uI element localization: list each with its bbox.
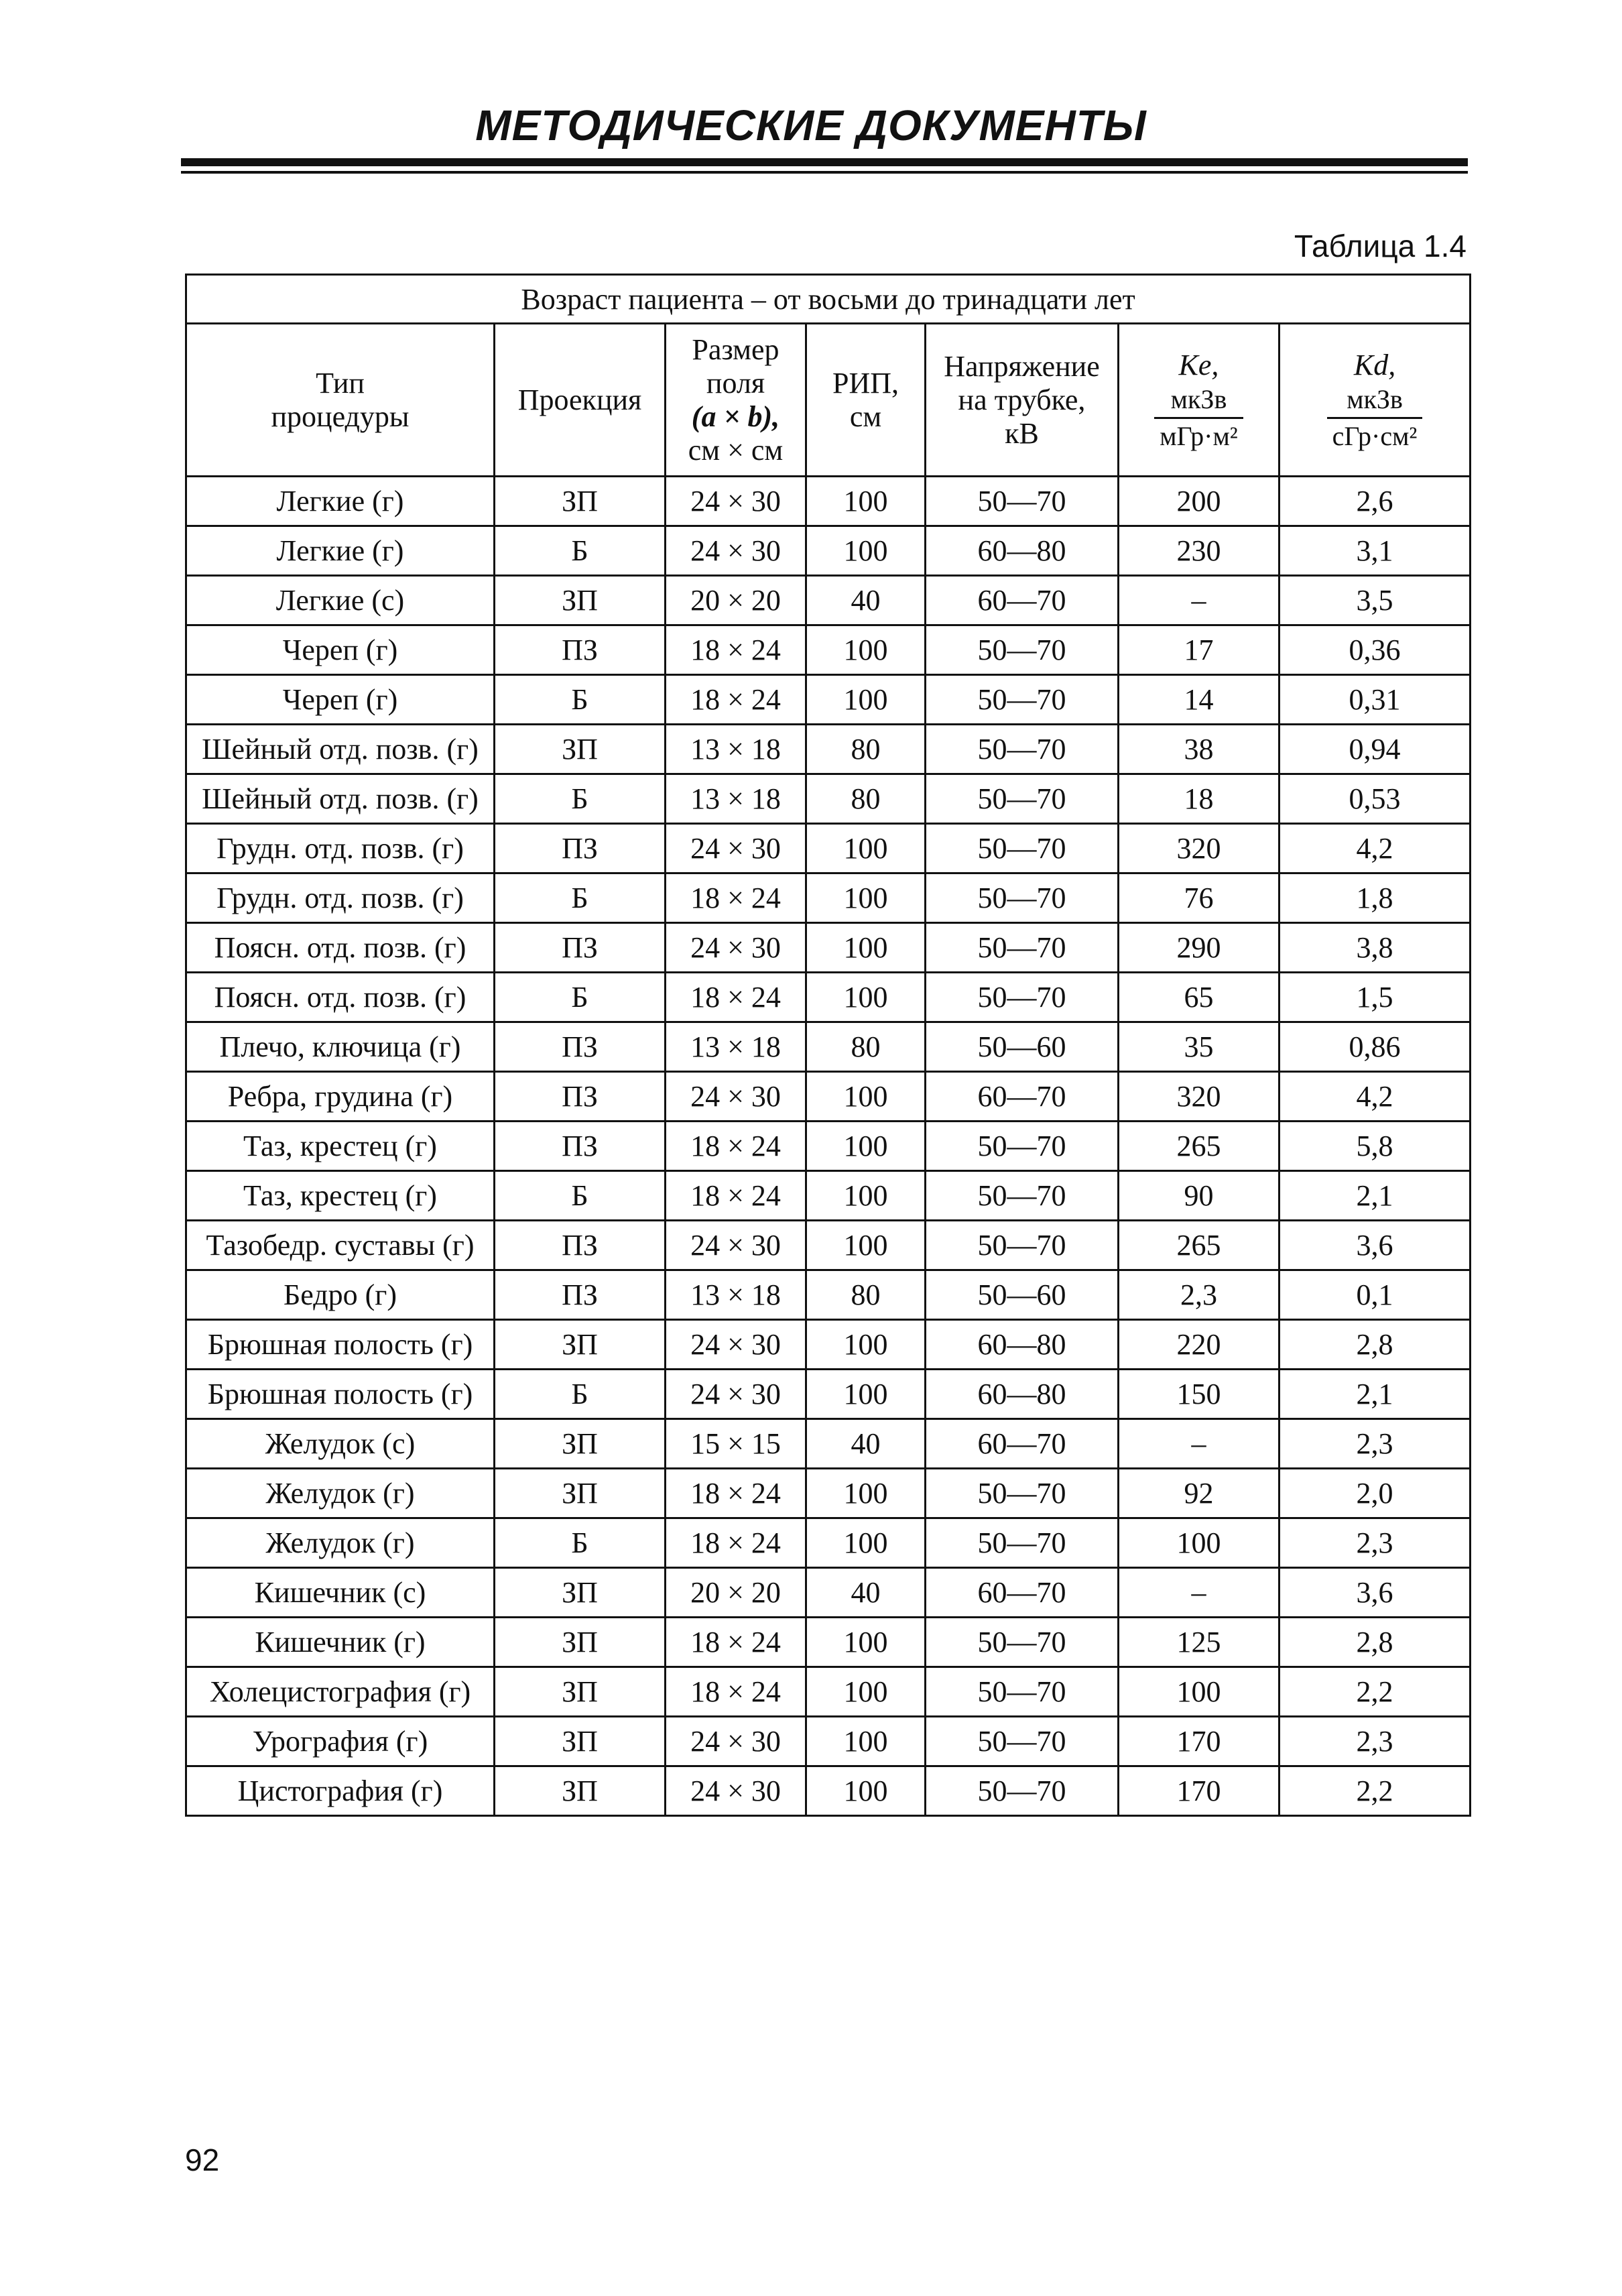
table-row xyxy=(186,1171,1471,1221)
table-row xyxy=(186,526,1471,576)
cell-rip: 100 xyxy=(806,1667,926,1717)
cell-projection: ЗП xyxy=(495,576,666,625)
cell-ke-value: 200 xyxy=(1119,477,1280,526)
cell-ke-value: 65 xyxy=(1119,973,1280,1022)
cell-procedure-type: Череп (г) xyxy=(186,625,495,675)
cell-kd-value: 2,8 xyxy=(1280,1320,1471,1370)
cell-rip: 100 xyxy=(806,625,926,675)
cell-projection: ЗП xyxy=(495,1419,666,1469)
table-row xyxy=(186,1568,1471,1618)
table-row xyxy=(186,1072,1471,1122)
table-row xyxy=(186,1419,1471,1469)
table-row xyxy=(186,1518,1471,1568)
cell-ke-value: 100 xyxy=(1119,1518,1280,1568)
cell-ke-value: 14 xyxy=(1119,675,1280,725)
cell-ke-value: 35 xyxy=(1119,1022,1280,1072)
cell-voltage: 50—70 xyxy=(926,774,1119,824)
cell-projection: ЗП xyxy=(495,1667,666,1717)
table-row xyxy=(186,1221,1471,1270)
cell-procedure-type: Кишечник (с) xyxy=(186,1568,495,1618)
cell-rip: 100 xyxy=(806,1072,926,1122)
cell-rip: 100 xyxy=(806,477,926,526)
cell-kd-value: 2,6 xyxy=(1280,477,1471,526)
cell-procedure-type: Брюшная полость (г) xyxy=(186,1320,495,1370)
cell-voltage: 50—70 xyxy=(926,824,1119,873)
cell-procedure-type: Желудок (г) xyxy=(186,1518,495,1568)
cell-ke-value: 17 xyxy=(1119,625,1280,675)
cell-field-size: 24 × 30 xyxy=(666,923,806,973)
cell-procedure-type: Легкие (г) xyxy=(186,477,495,526)
cell-kd-value: 0,36 xyxy=(1280,625,1471,675)
table-row xyxy=(186,923,1471,973)
cell-rip: 100 xyxy=(806,1370,926,1419)
cell-rip: 40 xyxy=(806,1568,926,1618)
cell-procedure-type: Цистография (г) xyxy=(186,1766,495,1816)
column-header-rip: РИП, см xyxy=(806,324,926,477)
cell-kd-value: 2,0 xyxy=(1280,1469,1471,1518)
cell-rip: 100 xyxy=(806,675,926,725)
cell-kd-value: 5,8 xyxy=(1280,1122,1471,1171)
cell-ke-value: 125 xyxy=(1119,1618,1280,1667)
cell-projection: Б xyxy=(495,675,666,725)
header-rule-thick xyxy=(181,158,1468,166)
cell-kd-value: 0,86 xyxy=(1280,1022,1471,1072)
cell-kd-value: 4,2 xyxy=(1280,824,1471,873)
cell-field-size: 24 × 30 xyxy=(666,1717,806,1766)
cell-ke-value: 290 xyxy=(1119,923,1280,973)
cell-projection: ЗП xyxy=(495,725,666,774)
cell-projection: ЗП xyxy=(495,1568,666,1618)
cell-voltage: 50—70 xyxy=(926,1717,1119,1766)
column-header-kd xyxy=(1280,324,1471,477)
cell-field-size: 24 × 30 xyxy=(666,1072,806,1122)
cell-projection: Б xyxy=(495,1171,666,1221)
cell-rip: 100 xyxy=(806,1171,926,1221)
header-title: МЕТОДИЧЕСКИЕ ДОКУМЕНТЫ xyxy=(475,101,1147,149)
cell-voltage: 50—60 xyxy=(926,1022,1119,1072)
cell-rip: 100 xyxy=(806,1518,926,1568)
cell-voltage: 50—70 xyxy=(926,675,1119,725)
cell-rip: 100 xyxy=(806,923,926,973)
cell-projection: ЗП xyxy=(495,1766,666,1816)
cell-ke-value: 18 xyxy=(1119,774,1280,824)
cell-field-size: 13 × 18 xyxy=(666,774,806,824)
cell-projection: Б xyxy=(495,1518,666,1568)
cell-procedure-type: Желудок (г) xyxy=(186,1469,495,1518)
cell-ke-value: – xyxy=(1119,1419,1280,1469)
cell-rip: 40 xyxy=(806,576,926,625)
cell-field-size: 20 × 20 xyxy=(666,1568,806,1618)
cell-ke-value: 38 xyxy=(1119,725,1280,774)
header-rule-thin xyxy=(181,171,1468,174)
cell-ke-value: 90 xyxy=(1119,1171,1280,1221)
cell-procedure-type: Плечо, ключица (г) xyxy=(186,1022,495,1072)
age-group-label: Возраст пациента – от восьми до тринадцати лет xyxy=(186,275,1471,324)
cell-rip: 100 xyxy=(806,1766,926,1816)
cell-projection: ПЗ xyxy=(495,1221,666,1270)
cell-field-size: 18 × 24 xyxy=(666,1122,806,1171)
cell-projection: ПЗ xyxy=(495,1072,666,1122)
cell-field-size: 18 × 24 xyxy=(666,1171,806,1221)
cell-kd-value: 3,1 xyxy=(1280,526,1471,576)
cell-ke-value: 230 xyxy=(1119,526,1280,576)
column-header-field-size: Размер поля (a × b), см × см xyxy=(666,324,806,477)
cell-kd-value: 1,5 xyxy=(1280,973,1471,1022)
table-row xyxy=(186,1766,1471,1816)
table-body xyxy=(186,477,1471,1816)
cell-voltage: 60—80 xyxy=(926,1320,1119,1370)
dose-table xyxy=(185,274,1471,1817)
cell-kd-value: 3,8 xyxy=(1280,923,1471,973)
ke-denominator: мГр·м² xyxy=(1160,421,1238,451)
cell-projection: ПЗ xyxy=(495,1122,666,1171)
cell-kd-value: 0,94 xyxy=(1280,725,1471,774)
cell-kd-value: 2,3 xyxy=(1280,1419,1471,1469)
cell-field-size: 24 × 30 xyxy=(666,1221,806,1270)
table-row xyxy=(186,774,1471,824)
cell-procedure-type: Бедро (г) xyxy=(186,1270,495,1320)
cell-rip: 40 xyxy=(806,1419,926,1469)
cell-projection: Б xyxy=(495,526,666,576)
cell-projection: ПЗ xyxy=(495,1270,666,1320)
cell-procedure-type: Тазобедр. суставы (г) xyxy=(186,1221,495,1270)
cell-ke-value: 150 xyxy=(1119,1370,1280,1419)
cell-projection: ПЗ xyxy=(495,824,666,873)
cell-voltage: 50—70 xyxy=(926,1667,1119,1717)
cell-projection: ЗП xyxy=(495,477,666,526)
cell-projection: ЗП xyxy=(495,1618,666,1667)
cell-procedure-type: Кишечник (г) xyxy=(186,1618,495,1667)
cell-voltage: 50—70 xyxy=(926,477,1119,526)
cell-projection: ПЗ xyxy=(495,625,666,675)
table-row xyxy=(186,1022,1471,1072)
ke-symbol: Ke, xyxy=(1178,349,1219,381)
cell-voltage: 60—70 xyxy=(926,1072,1119,1122)
cell-kd-value: 0,31 xyxy=(1280,675,1471,725)
cell-field-size: 18 × 24 xyxy=(666,1618,806,1667)
cell-voltage: 50—70 xyxy=(926,625,1119,675)
cell-field-size: 24 × 30 xyxy=(666,1766,806,1816)
cell-rip: 80 xyxy=(806,1270,926,1320)
cell-rip: 100 xyxy=(806,1122,926,1171)
cell-rip: 100 xyxy=(806,973,926,1022)
cell-procedure-type: Легкие (с) xyxy=(186,576,495,625)
cell-kd-value: 0,53 xyxy=(1280,774,1471,824)
cell-kd-value: 2,1 xyxy=(1280,1370,1471,1419)
ke-numerator: мкЗв xyxy=(1154,385,1243,419)
cell-voltage: 60—70 xyxy=(926,1568,1119,1618)
cell-ke-value: 265 xyxy=(1119,1221,1280,1270)
cell-rip: 100 xyxy=(806,873,926,923)
cell-procedure-type: Череп (г) xyxy=(186,675,495,725)
kd-numerator: мкЗв xyxy=(1327,385,1423,419)
cell-rip: 80 xyxy=(806,1022,926,1072)
table-row xyxy=(186,873,1471,923)
cell-rip: 100 xyxy=(806,1320,926,1370)
cell-kd-value: 0,1 xyxy=(1280,1270,1471,1320)
cell-field-size: 13 × 18 xyxy=(666,1022,806,1072)
cell-kd-value: 4,2 xyxy=(1280,1072,1471,1122)
cell-procedure-type: Грудн. отд. позв. (г) xyxy=(186,824,495,873)
cell-procedure-type: Желудок (с) xyxy=(186,1419,495,1469)
cell-kd-value: 2,3 xyxy=(1280,1717,1471,1766)
cell-voltage: 50—70 xyxy=(926,1221,1119,1270)
cell-ke-value: 170 xyxy=(1119,1717,1280,1766)
cell-voltage: 50—70 xyxy=(926,1469,1119,1518)
cell-projection: Б xyxy=(495,873,666,923)
table-row xyxy=(186,973,1471,1022)
cell-procedure-type: Таз, крестец (г) xyxy=(186,1122,495,1171)
cell-field-size: 24 × 30 xyxy=(666,477,806,526)
table-row xyxy=(186,1717,1471,1766)
cell-voltage: 50—70 xyxy=(926,1518,1119,1568)
cell-rip: 100 xyxy=(806,824,926,873)
table-row xyxy=(186,1320,1471,1370)
cell-field-size: 13 × 18 xyxy=(666,1270,806,1320)
cell-rip: 80 xyxy=(806,774,926,824)
cell-procedure-type: Брюшная полость (г) xyxy=(186,1370,495,1419)
table-row xyxy=(186,675,1471,725)
cell-rip: 100 xyxy=(806,1717,926,1766)
cell-voltage: 60—70 xyxy=(926,1419,1119,1469)
cell-voltage: 60—80 xyxy=(926,526,1119,576)
column-header-type: Тип процедуры xyxy=(186,324,495,477)
cell-projection: Б xyxy=(495,1370,666,1419)
cell-ke-value: 170 xyxy=(1119,1766,1280,1816)
kd-denominator: сГр·см² xyxy=(1332,421,1418,451)
cell-field-size: 13 × 18 xyxy=(666,725,806,774)
cell-field-size: 18 × 24 xyxy=(666,1667,806,1717)
table-row xyxy=(186,1370,1471,1419)
cell-procedure-type: Поясн. отд. позв. (г) xyxy=(186,973,495,1022)
cell-rip: 100 xyxy=(806,1221,926,1270)
cell-procedure-type: Легкие (г) xyxy=(186,526,495,576)
cell-field-size: 18 × 24 xyxy=(666,1469,806,1518)
cell-procedure-type: Урография (г) xyxy=(186,1717,495,1766)
cell-voltage: 60—70 xyxy=(926,576,1119,625)
cell-projection: Б xyxy=(495,973,666,1022)
cell-procedure-type: Ребра, грудина (г) xyxy=(186,1072,495,1122)
cell-ke-value: 76 xyxy=(1119,873,1280,923)
table-row xyxy=(186,625,1471,675)
table-row xyxy=(186,1618,1471,1667)
cell-ke-value: 320 xyxy=(1119,1072,1280,1122)
cell-ke-value: 320 xyxy=(1119,824,1280,873)
cell-voltage: 60—80 xyxy=(926,1370,1119,1419)
cell-kd-value: 3,6 xyxy=(1280,1221,1471,1270)
column-header-ke xyxy=(1119,324,1280,477)
table-row xyxy=(186,576,1471,625)
cell-kd-value: 1,8 xyxy=(1280,873,1471,923)
table-caption: Таблица 1.4 xyxy=(1294,229,1467,263)
cell-field-size: 24 × 30 xyxy=(666,824,806,873)
cell-field-size: 18 × 24 xyxy=(666,1518,806,1568)
cell-ke-value: – xyxy=(1119,1568,1280,1618)
cell-kd-value: 3,6 xyxy=(1280,1568,1471,1618)
cell-procedure-type: Грудн. отд. позв. (г) xyxy=(186,873,495,923)
page-number: 92 xyxy=(185,2142,220,2177)
cell-procedure-type: Шейный отд. позв. (г) xyxy=(186,725,495,774)
cell-voltage: 50—70 xyxy=(926,873,1119,923)
cell-field-size: 24 × 30 xyxy=(666,526,806,576)
cell-procedure-type: Шейный отд. позв. (г) xyxy=(186,774,495,824)
cell-projection: ПЗ xyxy=(495,1022,666,1072)
cell-field-size: 20 × 20 xyxy=(666,576,806,625)
column-header-voltage: Напряжение на трубке, кВ xyxy=(926,324,1119,477)
cell-field-size: 18 × 24 xyxy=(666,625,806,675)
table-row xyxy=(186,725,1471,774)
cell-field-size: 24 × 30 xyxy=(666,1370,806,1419)
cell-projection: ЗП xyxy=(495,1717,666,1766)
cell-field-size: 15 × 15 xyxy=(666,1419,806,1469)
table-row xyxy=(186,1469,1471,1518)
table-row xyxy=(186,1122,1471,1171)
cell-projection: ПЗ xyxy=(495,923,666,973)
cell-rip: 100 xyxy=(806,1469,926,1518)
cell-kd-value: 2,8 xyxy=(1280,1618,1471,1667)
cell-voltage: 50—70 xyxy=(926,923,1119,973)
cell-kd-value: 3,5 xyxy=(1280,576,1471,625)
cell-field-size: 24 × 30 xyxy=(666,1320,806,1370)
cell-projection: ЗП xyxy=(495,1469,666,1518)
table-row xyxy=(186,824,1471,873)
cell-projection: ЗП xyxy=(495,1320,666,1370)
cell-voltage: 50—70 xyxy=(926,725,1119,774)
cell-voltage: 50—60 xyxy=(926,1270,1119,1320)
cell-ke-value: 220 xyxy=(1119,1320,1280,1370)
cell-voltage: 50—70 xyxy=(926,1766,1119,1816)
cell-kd-value: 2,2 xyxy=(1280,1667,1471,1717)
cell-ke-value: – xyxy=(1119,576,1280,625)
cell-procedure-type: Поясн. отд. позв. (г) xyxy=(186,923,495,973)
table-row xyxy=(186,1270,1471,1320)
cell-ke-value: 92 xyxy=(1119,1469,1280,1518)
cell-voltage: 50—70 xyxy=(926,1618,1119,1667)
cell-procedure-type: Холецистография (г) xyxy=(186,1667,495,1717)
table-row xyxy=(186,477,1471,526)
cell-voltage: 50—70 xyxy=(926,1122,1119,1171)
cell-rip: 100 xyxy=(806,526,926,576)
cell-field-size: 18 × 24 xyxy=(666,873,806,923)
cell-rip: 80 xyxy=(806,725,926,774)
cell-field-size: 18 × 24 xyxy=(666,973,806,1022)
cell-field-size: 18 × 24 xyxy=(666,675,806,725)
cell-ke-value: 2,3 xyxy=(1119,1270,1280,1320)
table-row xyxy=(186,1667,1471,1717)
cell-voltage: 50—70 xyxy=(926,973,1119,1022)
cell-procedure-type: Таз, крестец (г) xyxy=(186,1171,495,1221)
cell-kd-value: 2,1 xyxy=(1280,1171,1471,1221)
cell-rip: 100 xyxy=(806,1618,926,1667)
cell-kd-value: 2,3 xyxy=(1280,1518,1471,1568)
cell-projection: Б xyxy=(495,774,666,824)
cell-voltage: 50—70 xyxy=(926,1171,1119,1221)
column-header-projection: Проекция xyxy=(495,324,666,477)
cell-ke-value: 100 xyxy=(1119,1667,1280,1717)
kd-symbol: Kd, xyxy=(1353,349,1396,381)
cell-ke-value: 265 xyxy=(1119,1122,1280,1171)
cell-kd-value: 2,2 xyxy=(1280,1766,1471,1816)
